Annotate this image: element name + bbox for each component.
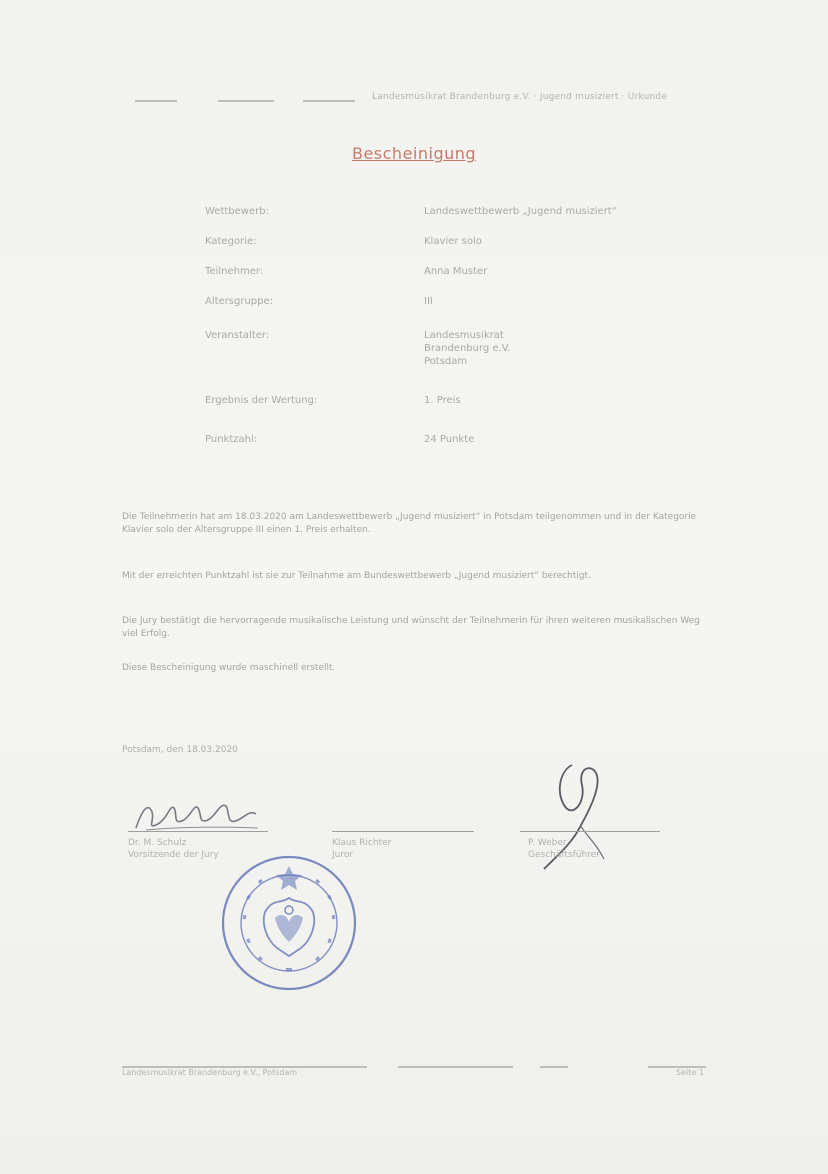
footer-text: Landesmusikrat Brandenburg e.V., Potsdam [122, 1068, 298, 1077]
info-value: Landeswettbewerb „Jugend musiziert“ [424, 206, 617, 217]
body-paragraph: Die Teilnehmerin hat am 18.03.2020 am Landeswettbewerb „Jugend musiziert“ in Potsdam teilgenommen und in der Kategorie Klavier solo der Altersgruppe III einen 1. Preis erhalten. [122, 512, 697, 535]
info-label: Veranstalter: [205, 330, 270, 341]
info-value: Landesmusikrat Brandenburg e.V. Potsdam [424, 330, 511, 367]
info-value: Klavier solo [424, 236, 482, 247]
signatory-name: Klaus Richter [332, 838, 392, 848]
signatory-role: Geschäftsführer [528, 850, 600, 860]
body-paragraph: Diese Bescheinigung wurde maschinell erstellt. [122, 663, 336, 673]
info-label: Ergebnis der Wertung: [205, 395, 318, 406]
signatory-name: Dr. M. Schulz [128, 838, 187, 848]
signature-1 [128, 790, 278, 840]
info-value: 1. Preis [424, 395, 461, 406]
footer-rule [540, 1066, 568, 1068]
place-date: Potsdam, den 18.03.2020 [122, 745, 238, 755]
signature-line [332, 831, 474, 832]
official-seal [218, 852, 360, 994]
footer-rule [398, 1066, 513, 1068]
info-label: Kategorie: [205, 236, 257, 247]
info-value: 24 Punkte [424, 434, 475, 445]
header-rule [303, 100, 355, 102]
info-label: Teilnehmer: [205, 266, 264, 277]
signatory-role: Vorsitzende der Jury [128, 850, 219, 860]
document-title: Bescheinigung [351, 144, 477, 163]
body-paragraph: Mit der erreichten Punktzahl ist sie zur Teilnahme am Bundeswettbewerb „Jugend musiziert“ berechtigt. [122, 571, 591, 581]
signature-line [520, 831, 660, 832]
signatory-role: Juror [332, 850, 354, 860]
info-label: Altersgruppe: [205, 296, 274, 307]
info-value: Anna Muster [424, 266, 488, 277]
info-label: Punktzahl: [205, 434, 258, 445]
header-text: Landesmusikrat Brandenburg e.V. · Jugend musiziert · Urkunde [372, 92, 668, 102]
header-rule [218, 100, 274, 102]
signatory-name: P. Weber [528, 838, 567, 848]
page-number: Seite 1 [676, 1068, 704, 1077]
header-rule [135, 100, 177, 102]
info-label: Wettbewerb: [205, 206, 269, 217]
signature-line [128, 831, 268, 832]
body-paragraph: Die Jury bestätigt die hervorragende musikalische Leistung und wünscht der Teilnehmerin für ihren weiteren musikalischen Weg viel Erfolg. [122, 616, 700, 639]
info-value: III [424, 296, 433, 307]
